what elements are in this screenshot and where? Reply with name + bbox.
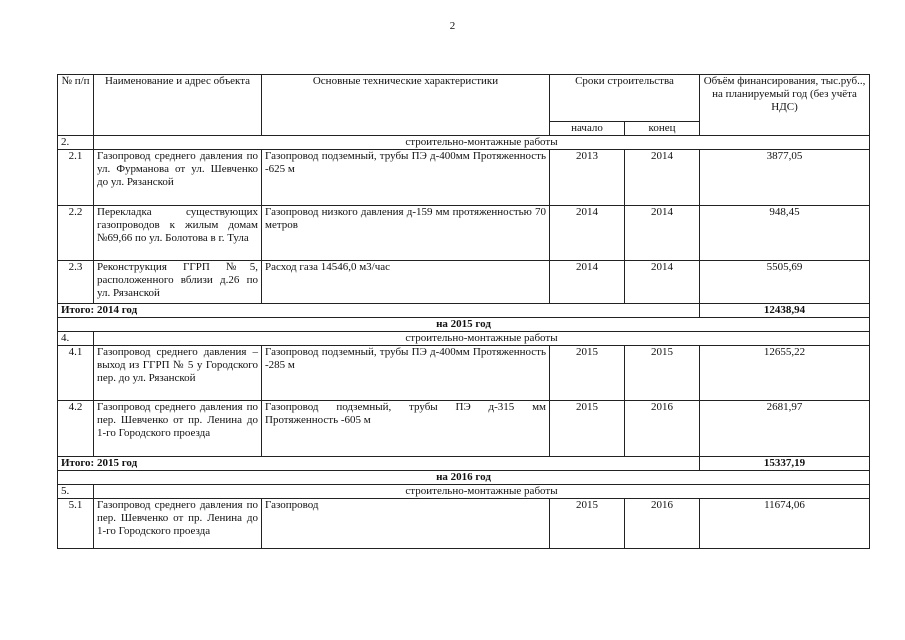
end-year: 2016 — [625, 499, 700, 549]
total-row — [58, 304, 870, 318]
total-row — [58, 457, 870, 471]
page-number: 2 — [449, 20, 456, 32]
year-heading: на 2016 год — [58, 471, 870, 485]
total-amount: 12438,94 — [700, 304, 870, 318]
technical-specs: Газопровод низкого давления д-159 мм протяженностью 70 метров — [262, 206, 550, 261]
year-heading-row — [58, 471, 870, 485]
funding-amount: 12655,22 — [700, 346, 870, 401]
object-name: Перекладка существующих газопроводов к жилым домам №69,66 по ул. Болотова в г. Тула — [94, 206, 262, 261]
row-number: 4.1 — [58, 346, 94, 401]
table-row — [58, 206, 870, 261]
stage-number: 2. — [58, 136, 94, 150]
funding-amount: 2681,97 — [700, 401, 870, 457]
total-label: Итого: 2014 год — [58, 304, 700, 318]
table-row — [58, 401, 870, 457]
technical-specs: Газопровод подземный, трубы ПЭ д-315 мм Протяженность -605 м — [262, 401, 550, 457]
header-tech: Основные технические характеристики — [262, 75, 550, 136]
end-year: 2015 — [625, 346, 700, 401]
start-year: 2015 — [550, 401, 625, 457]
start-year: 2014 — [550, 261, 625, 304]
technical-specs: Газопровод подземный, трубы ПЭ д-400мм Протяженность -625 м — [262, 150, 550, 206]
funding-amount: 5505,69 — [700, 261, 870, 304]
header-funding: Объём финансирования, тыс.руб.., на планируемый год (без учёта НДС) — [700, 75, 870, 136]
table-row — [58, 261, 870, 304]
header-start: начало — [550, 122, 625, 136]
table-row — [58, 150, 870, 206]
funding-amount: 11674,06 — [700, 499, 870, 549]
stage-number: 5. — [58, 485, 94, 499]
header-period: Сроки строительства — [550, 75, 700, 122]
end-year: 2014 — [625, 206, 700, 261]
funding-amount: 948,45 — [700, 206, 870, 261]
start-year: 2013 — [550, 150, 625, 206]
header-end: конец — [625, 122, 700, 136]
row-number: 4.2 — [58, 401, 94, 457]
end-year: 2014 — [625, 261, 700, 304]
start-year: 2015 — [550, 499, 625, 549]
year-heading-row — [58, 318, 870, 332]
header-num: № п/п — [58, 75, 94, 136]
table-row — [58, 346, 870, 401]
start-year: 2015 — [550, 346, 625, 401]
stage-row — [58, 485, 870, 499]
technical-specs: Газопровод подземный, трубы ПЭ д-400мм Протяженность -285 м — [262, 346, 550, 401]
stage-title: строительно-монтажные работы — [94, 332, 870, 346]
stage-number: 4. — [58, 332, 94, 346]
row-number: 5.1 — [58, 499, 94, 549]
total-amount: 15337,19 — [700, 457, 870, 471]
object-name: Газопровод среднего давления – выход из ГГРП № 5 у Городского пер. до ул. Рязанской — [94, 346, 262, 401]
object-name: Газопровод среднего давления по пер. Шевченко от пр. Ленина до 1-го Городского проезда — [94, 499, 262, 549]
funding-amount: 3877,05 — [700, 150, 870, 206]
stage-title: строительно-монтажные работы — [94, 485, 870, 499]
stage-row — [58, 136, 870, 150]
table-row — [58, 499, 870, 549]
year-heading: на 2015 год — [58, 318, 870, 332]
row-number: 2.3 — [58, 261, 94, 304]
stage-row — [58, 332, 870, 346]
technical-specs: Газопровод — [262, 499, 550, 549]
object-name: Газопровод среднего давления по пер. Шевченко от пр. Ленина до 1-го Городского проезда — [94, 401, 262, 457]
header-row — [58, 75, 870, 122]
row-number: 2.2 — [58, 206, 94, 261]
start-year: 2014 — [550, 206, 625, 261]
construction-plan-table — [57, 74, 870, 549]
row-number: 2.1 — [58, 150, 94, 206]
end-year: 2014 — [625, 150, 700, 206]
stage-title: строительно-монтажные работы — [94, 136, 870, 150]
header-name: Наименование и адрес объекта — [94, 75, 262, 136]
technical-specs: Расход газа 14546,0 м3/час — [262, 261, 550, 304]
total-label: Итого: 2015 год — [58, 457, 700, 471]
object-name: Газопровод среднего давления по ул. Фурманова от ул. Шевченко до ул. Рязанской — [94, 150, 262, 206]
end-year: 2016 — [625, 401, 700, 457]
object-name: Реконструкция ГГРП №5, расположенного вблизи д.26 по ул. Рязанской — [94, 261, 262, 304]
